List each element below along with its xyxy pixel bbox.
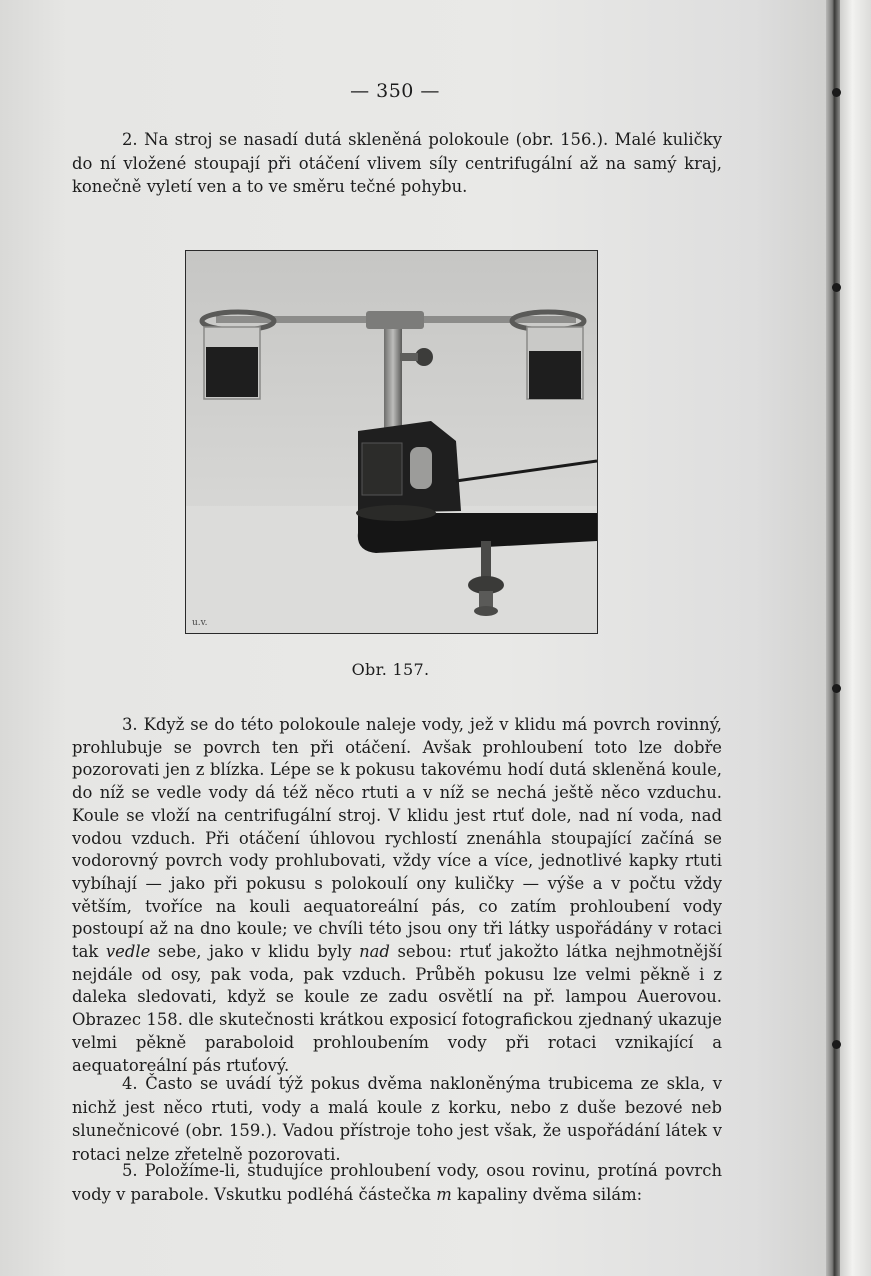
paragraph-3-text: 3. Když se do této polokoule naleje vody, jež v klidu má povrch rovinný, prohlubuje se povrch ten při otáčení. Avšak prohloubení toto lze dobře pozorovati jen z blízka. Lépe se k pokusu takovému hodí dutá skleněná koule, do níž se vedle vody dá též něco rtuti a v níž se nechá ještě něco vzduchu. Koule se vloží na centrifugální stroj. V klidu jest rtuť dole, nad ní voda, nad vodou vzduch. Při otáčení úhlovou rychlostí znenáhla stoupající začíná se vodorovný povrch vody prohlubovati, vždy více a více, jednotlivé kapky rtuti vybíhají — jako při pokusu s polokoulí ony kuličky — výše a v počtu vždy větším, tvoříce na kouli aequatoreální pás, co zatím prohloubení vody postoupí až na dno koule; ve chvíli této jsou ony tři látky uspořádány v rotaci tak — [72, 715, 722, 962]
binding-stitch — [832, 283, 841, 292]
paragraph-3-text: sebe, jako v klidu byly — [150, 942, 360, 962]
paragraph-5-text: 5. Položíme-li, studujíce prohloubení vody, osou rovinu, protíná povrch vody v parabole. Vskutku podléhá částečka — [72, 1161, 722, 1204]
engraver-mark: u.v. — [192, 618, 208, 628]
binding-stitch — [832, 88, 841, 97]
figure-caption: Obr. 157. — [351, 660, 430, 679]
paragraph-3 — [72, 714, 722, 1077]
paragraph-2: 2. Na stroj se nasadí dutá skleněná polokoule (obr. 156.). Malé kuličky do ní vložené stoupají při otáčení vlivem síly centrifugální až na samý kraj, konečně vyletí ven a to ve směru tečné pohybu. — [72, 130, 722, 196]
page-number: — 350 — — [350, 80, 440, 102]
binding-stitch — [832, 684, 841, 693]
facing-page-edge — [840, 0, 871, 1276]
paragraph-4: 4. Často se uvádí týž pokus dvěma nakloněnýma trubicema ze skla, v nichž jest něco rtuti, vody a malá koule z korku, nebo z duše bezové neb slunečnicové (obr. 159.). Vadou přístroje toho jest však, že uspořádání látek v rotaci nelze zřetelně pozorovati. — [72, 1074, 722, 1164]
binding-stitch — [832, 1040, 841, 1049]
paragraph-5 — [72, 1159, 722, 1206]
book-gutter — [826, 0, 840, 1276]
emphasis-nad: nad — [359, 942, 390, 962]
emphasis-vedle: vedle — [105, 942, 151, 962]
figure-photograph — [185, 250, 598, 634]
paragraph-3-text: sebou: rtuť jakožto látka nejhmotnější nejdále od osy, pak voda, pak vzduch. Průběh pokusu lze velmi pěkně i z daleka sledovati, když se koule ze zadu osvětlí na př. lampou Auerovou. Obrazec 158. dle skutečnosti krátkou exposicí fotografickou zjednaný ukazuje velmi pěkně paraboloid prohloubením vody při rotaci vznikající a aequatoreální pás rtuťový. — [72, 942, 722, 1075]
paragraph-5-text: kapaliny dvěma silám: — [451, 1184, 643, 1204]
emphasis-m: m — [436, 1184, 452, 1204]
centrifugal-apparatus-illustration — [186, 251, 597, 633]
